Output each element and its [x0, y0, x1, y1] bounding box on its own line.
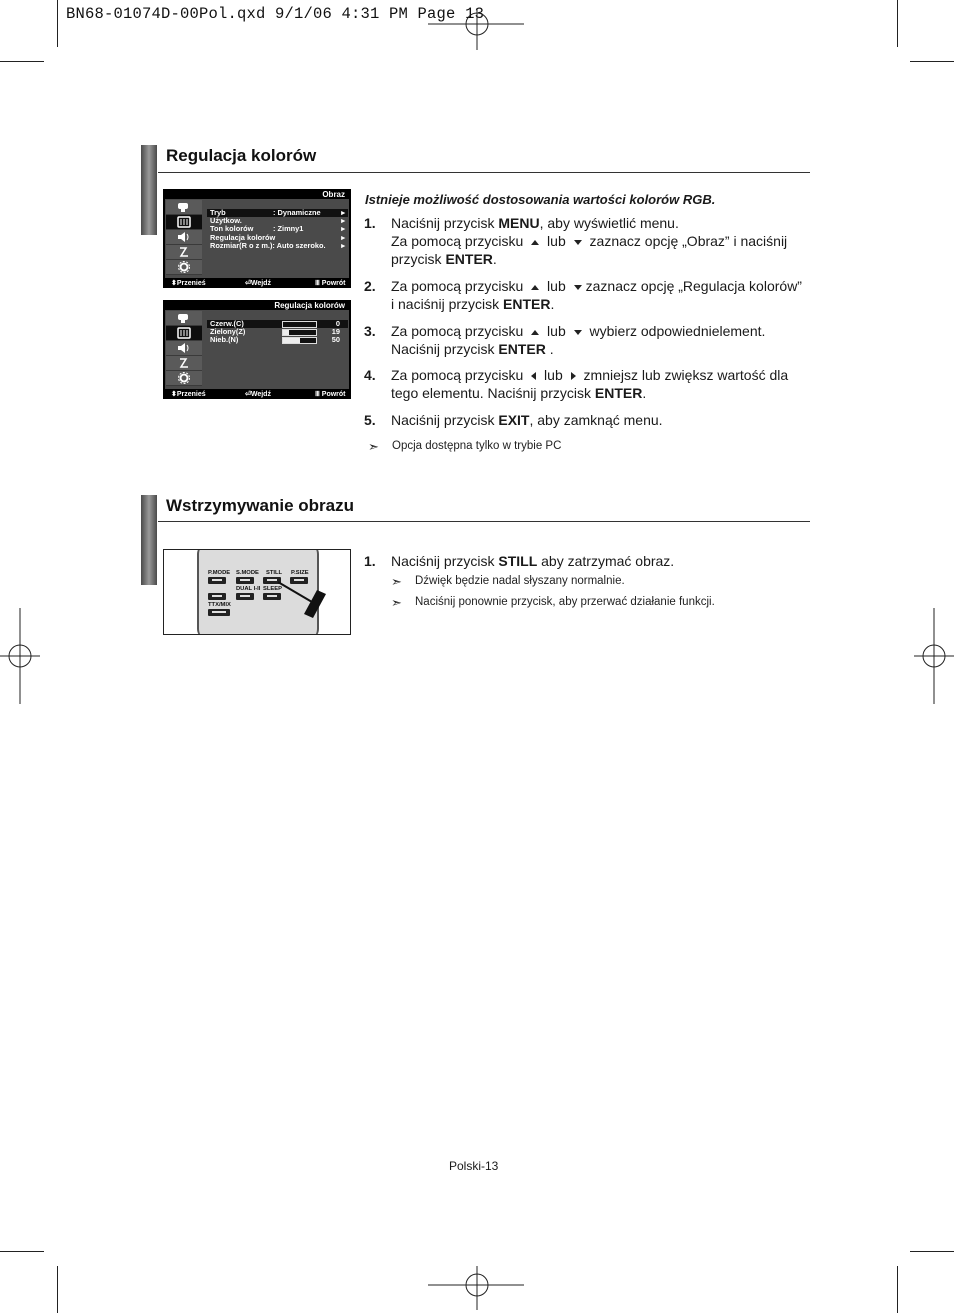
- arrow-up-icon: [531, 330, 539, 335]
- osd-row-label: Rozmiar(R o z m.): Auto szeroko.: [210, 240, 326, 250]
- dual-button[interactable]: [236, 593, 254, 600]
- input-icon: [166, 200, 202, 215]
- step-number: 2.: [364, 278, 376, 294]
- crop-mark: [57, 1266, 58, 1313]
- remote-button[interactable]: [208, 593, 226, 600]
- crop-mark: [0, 61, 44, 62]
- value-bar[interactable]: [282, 321, 317, 328]
- osd-row-value: 0: [335, 319, 340, 328]
- note-arrow-icon: ➣: [391, 574, 402, 589]
- step-text: [391, 214, 787, 268]
- section-bar: [141, 495, 157, 585]
- step-line: Naciśnij przycisk ENTER .: [391, 341, 554, 357]
- step-line: Naciśnij przycisk MENU, aby wyświetlić menu.: [391, 215, 679, 231]
- remote-label: P.SIZE: [291, 570, 309, 576]
- channel-icon: [166, 356, 202, 371]
- sound-icon: [166, 341, 202, 356]
- osd-footer: [163, 278, 351, 288]
- crop-mark: [0, 1251, 44, 1252]
- osd-footer-move: ⬍Przenieś: [171, 391, 206, 398]
- value-bar[interactable]: [282, 329, 317, 336]
- osd-row-label: Regulacja kolorów: [210, 232, 276, 242]
- step-line: Za pomocą przycisku lub wybierz odpowiednielement.: [391, 323, 766, 339]
- arrow-right-icon: [571, 372, 576, 380]
- osd-list: [207, 209, 348, 250]
- osd-footer-back: Ⅲ Powrót: [315, 391, 346, 398]
- crop-mark: [910, 61, 954, 62]
- registration-mark-icon: [0, 608, 44, 704]
- pointer-finger-icon: [299, 588, 329, 618]
- arrow-right-icon: ▸: [341, 224, 345, 234]
- channel-icon: [166, 245, 202, 260]
- setup-icon: [166, 260, 202, 275]
- remote-label: P.MODE: [208, 570, 231, 576]
- crop-mark: [897, 0, 898, 47]
- smode-button[interactable]: [236, 577, 254, 584]
- osd-row-label: Ton kolorów: [210, 224, 254, 234]
- section-title: Regulacja kolorów: [166, 146, 317, 165]
- ttx-mix-button[interactable]: [208, 609, 230, 616]
- registration-mark-icon: [910, 608, 954, 704]
- osd-icon-column: [166, 311, 202, 386]
- arrow-up-icon: [531, 285, 539, 290]
- registration-mark-icon: [428, 4, 528, 52]
- osd-row-label: Nieb.(N): [210, 335, 239, 345]
- step-text: [391, 277, 802, 313]
- step-line: Za pomocą przycisku lub zmniejsz lub zwiększ wartość dla: [391, 367, 789, 383]
- crop-mark: [57, 0, 58, 47]
- osd-row-value: 19: [331, 327, 340, 337]
- osd-icon-column: [166, 200, 202, 275]
- note-text: Dźwięk będzie nadal słyszany normalnie.: [415, 575, 625, 587]
- step-number: 1.: [364, 553, 376, 569]
- input-icon: [166, 311, 202, 326]
- osd-header: Obraz: [322, 190, 345, 199]
- crop-mark: [897, 1266, 898, 1313]
- osd-row-value: : Dynamiczne: [273, 208, 321, 217]
- osd-row[interactable]: [207, 242, 348, 250]
- osd-list: [207, 320, 348, 345]
- section-rule: [158, 172, 810, 173]
- remote-illustration: [163, 549, 351, 635]
- remote-label: DUAL I-II: [236, 586, 261, 592]
- arrow-right-icon: ▸: [341, 208, 345, 217]
- osd-row-label: Tryb: [210, 208, 226, 217]
- section-bar: [141, 145, 157, 235]
- step-number: 3.: [364, 323, 376, 339]
- remote-label: TTX/MIX: [208, 602, 231, 608]
- note-arrow-icon: ➣: [368, 439, 379, 454]
- arrow-up-icon: [531, 240, 539, 245]
- arrow-right-icon: ▸: [341, 240, 345, 250]
- registration-mark-icon: [428, 1262, 528, 1312]
- step-line: i naciśnij przycisk ENTER.: [391, 296, 555, 312]
- crop-mark: [910, 1251, 954, 1252]
- value-bar[interactable]: [282, 337, 317, 344]
- arrow-right-icon: ▸: [341, 232, 345, 242]
- osd-menu-picture: [163, 189, 351, 288]
- picture-icon: [166, 215, 202, 230]
- step-text: [391, 322, 765, 358]
- step-line: Naciśnij przycisk EXIT, aby zamknąć menu.: [391, 412, 663, 428]
- remote-label: S.MODE: [236, 570, 259, 576]
- remote-label: SLEEP: [263, 586, 283, 592]
- osd-header: Regulacja kolorów: [274, 301, 345, 310]
- osd-footer-move: ⬍Przenieś: [171, 280, 206, 287]
- step-line: Za pomocą przycisku lub zaznacz opcję „Regulacja kolorów”: [391, 278, 802, 294]
- slug-line: BN68-01074D-00Pol.qxd 9/1/06 4:31 PM Page 13: [66, 5, 485, 23]
- step-number: 5.: [364, 412, 376, 428]
- osd-row-label: Czerw.(C): [210, 319, 244, 328]
- arrow-left-icon: [531, 372, 536, 380]
- sound-icon: [166, 230, 202, 245]
- arrow-down-icon: [574, 240, 582, 245]
- step-line: przycisk ENTER.: [391, 251, 497, 267]
- step-text: Naciśnij przycisk STILL aby zatrzymać obraz.: [391, 553, 675, 569]
- remote-label: STILL: [266, 570, 283, 576]
- osd-row-value: 50: [331, 335, 340, 345]
- step-line: tego elementu. Naciśnij przycisk ENTER.: [391, 385, 647, 401]
- note-arrow-icon: ➣: [391, 595, 402, 610]
- step-line: Za pomocą przycisku lub zaznacz opcję „Obraz” i naciśnij: [391, 233, 788, 249]
- step-number: 1.: [364, 215, 376, 231]
- step-text: [391, 411, 663, 429]
- step-text: [391, 366, 788, 402]
- page-number: Polski-13: [449, 1159, 499, 1173]
- osd-row-value: : Zimny1: [273, 224, 304, 234]
- osd-row[interactable]: [207, 336, 348, 344]
- note-text: Naciśnij ponownie przycisk, aby przerwać działanie funkcji.: [415, 596, 715, 608]
- note-text: Opcja dostępna tylko w trybie PC: [392, 440, 562, 452]
- osd-footer: [163, 389, 351, 399]
- osd-row-label: Użytkow.: [210, 216, 242, 226]
- osd-footer-enter: ⏎Wejdź: [245, 391, 271, 398]
- setup-icon: [166, 371, 202, 386]
- osd-menu-color-adjust: [163, 300, 351, 399]
- section-title: Wstrzymywanie obrazu: [166, 496, 354, 515]
- picture-icon: [166, 326, 202, 341]
- pmode-button[interactable]: [208, 577, 226, 584]
- osd-footer-back: Ⅲ Powrót: [315, 280, 346, 287]
- intro-text: Istnieje możliwość dostosowania wartości kolorów RGB.: [365, 192, 716, 207]
- arrow-right-icon: ▸: [341, 216, 345, 226]
- osd-row-label: Zielony(Z): [210, 327, 246, 337]
- osd-footer-enter: ⏎Wejdź: [245, 280, 271, 287]
- arrow-down-icon: [574, 330, 582, 335]
- step-number: 4.: [364, 367, 376, 383]
- arrow-down-icon: [574, 285, 582, 290]
- section-rule: [158, 521, 810, 522]
